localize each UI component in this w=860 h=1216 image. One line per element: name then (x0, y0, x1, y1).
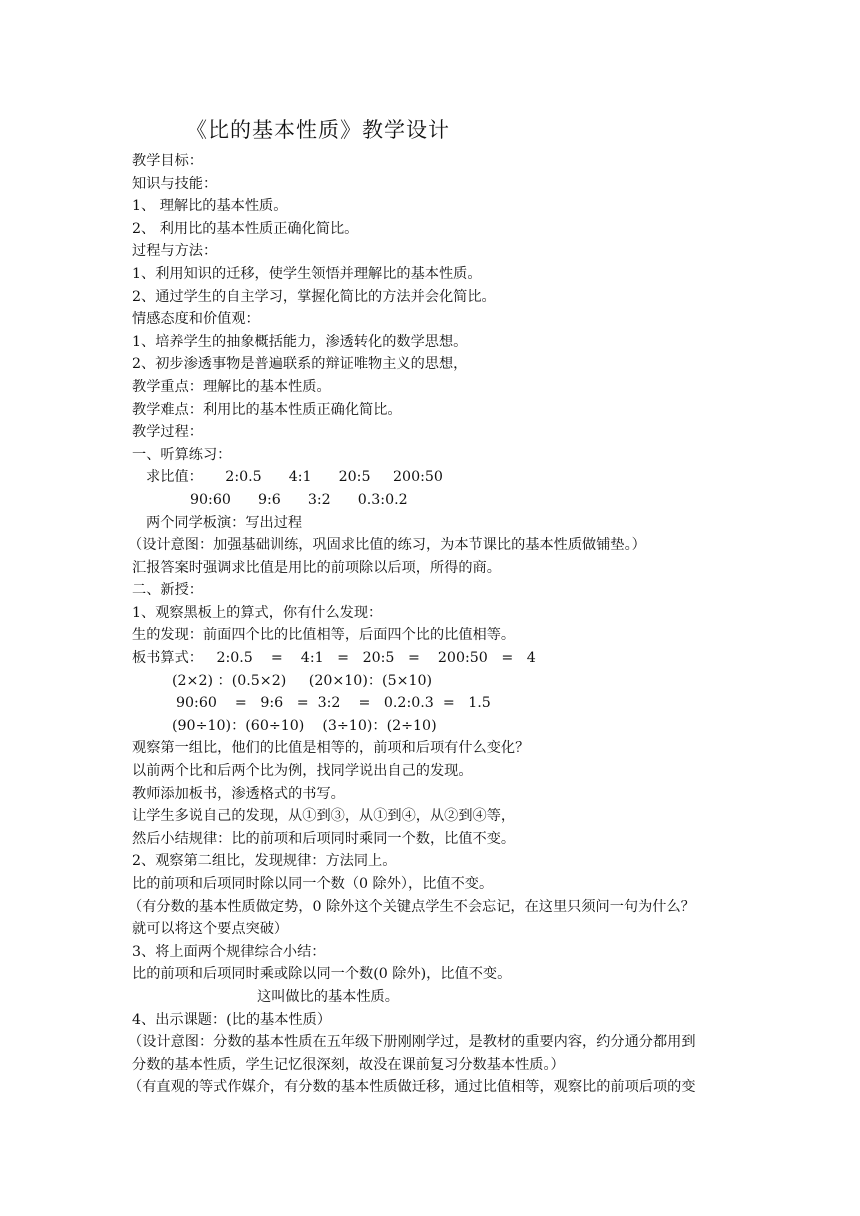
text-line: 情感态度和价值观： (132, 311, 260, 328)
text-line: 生的发现：前面四个比的比值相等，后面四个比的比值相等。 (132, 627, 516, 644)
text-line: 2、 利用比的基本性质正确化简比。 (132, 220, 359, 237)
text-line: 90:60 = 9:6 = 3:2 = 0.2:0.3 = 1.5 (176, 695, 491, 712)
text-line: 2、初步渗透事物是普遍联系的辩证唯物主义的思想， (132, 356, 468, 373)
text-line: （有直观的等式作媒介，有分数的基本性质做迁移，通过比值相等，观察比的前项后项的变 (128, 1079, 696, 1096)
text-line: 比的前项和后项同时乘或除以同一个数(0 除外)，比值不变。 (132, 966, 512, 983)
text-line: 教学过程： (132, 424, 203, 441)
text-line: （有分数的基本性质做定势，0 除外这个关键点学生不会忘记，在这里只须问一句为什么？ (128, 898, 695, 915)
text-line: 二、新授： (132, 582, 203, 599)
text-line: 一、听算练习： (132, 446, 232, 463)
text-line: 求比值： 2:0.5 4:1 20:5 200:50 (146, 469, 443, 486)
text-line: 教学重点：理解比的基本性质。 (132, 378, 331, 395)
text-line: 知识与技能： (132, 175, 218, 192)
text-line: 1、 理解比的基本性质。 (132, 198, 288, 215)
text-line: （设计意图：加强基础训练，巩固求比值的练习，为本节课比的基本性质做铺垫。） (128, 537, 646, 554)
text-line: 过程与方法： (132, 243, 218, 260)
document-body (128, 150, 742, 1099)
document-title: 《比的基本性质》教学设计 (186, 118, 450, 142)
text-line: 4、出示课题：(比的基本性质） (132, 1011, 332, 1028)
text-line: (2×2) ：(0.5×2) (20×10)：(5×10) (172, 672, 433, 689)
text-line: 这叫做比的基本性质。 (257, 988, 399, 1005)
text-line: 观察第一组比，他们的比值是相等的，前项和后项有什么变化？ (132, 740, 530, 757)
text-line: 90:60 9:6 3:2 0.3:0.2 (190, 491, 408, 508)
text-line: 分数的基本性质，学生记忆很深刻，故没在课前复习分数基本性质。） (132, 1056, 565, 1073)
text-line: （设计意图：分数的基本性质在五年级下册刚刚学过，是教材的重要内容，约分通分都用到 (128, 1034, 696, 1051)
text-line: 然后小结规律：比的前项和后项同时乘同一个数，比值不变。 (132, 830, 516, 847)
text-line: 1、观察黑板上的算式，你有什么发现： (132, 604, 383, 621)
text-line: 以前两个比和后两个比为例，找同学说出自己的发现。 (132, 763, 473, 780)
text-line: 教学目标： (132, 153, 203, 169)
text-line: 让学生多说自己的发现，从①到③，从①到④，从②到④等， (132, 808, 516, 825)
text-line: 汇报答案时强调求比值是用比的前项除以后项，所得的商。 (132, 559, 501, 576)
text-line: 2、观察第二组比，发现规律：方法同上。 (132, 853, 397, 870)
text-line: 就可以将这个要点突破） (132, 921, 289, 938)
text-line: 2、通过学生的自主学习，掌握化简比的方法并会化简比。 (132, 288, 496, 305)
text-line: 1、利用知识的迁移，使学生领悟并理解比的基本性质。 (132, 265, 482, 282)
text-line: 1、培养学生的抽象概括能力，渗透转化的数学思想。 (132, 333, 468, 350)
text-line: 板书算式： 2:0.5 = 4:1 = 20:5 = 200:50 = 4 (132, 650, 536, 667)
text-line: 教学难点：利用比的基本性质正确化简比。 (132, 401, 402, 418)
text-line: (90÷10)：(60÷10) (3÷10)：(2÷10) (172, 717, 437, 734)
text-line: 两个同学板演：写出过程 (146, 514, 303, 531)
text-line: 比的前项和后项同时除以同一个数（0 除外），比值不变。 (132, 876, 494, 892)
text-line: 3、将上面两个规律综合小结： (132, 943, 326, 960)
text-line: 教师添加板书，渗透格式的书写。 (132, 785, 345, 802)
